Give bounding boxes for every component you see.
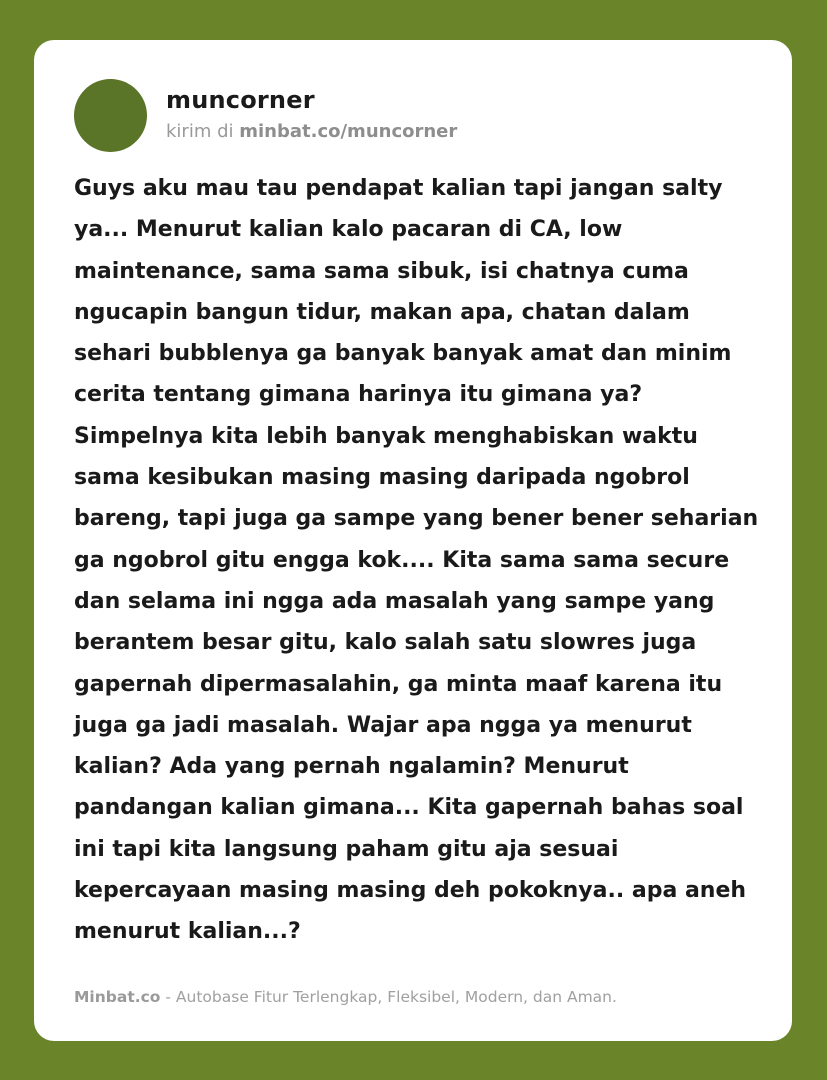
- sent-prefix: kirim di: [166, 121, 240, 142]
- avatar[interactable]: [74, 79, 147, 152]
- post-line: maintenance, sama sama sibuk, isi chatnya cuma: [74, 258, 689, 284]
- post-card: [34, 40, 792, 1041]
- sent-via-line: [166, 121, 457, 142]
- post-line: Guys aku mau tau pendapat kalian tapi jangan salty: [74, 176, 723, 201]
- footer: [74, 988, 617, 1006]
- post-line: ini tapi kita langsung paham gitu aja sesuai: [74, 836, 619, 862]
- footer-brand[interactable]: Minbat.co: [74, 988, 161, 1006]
- post-line: menurut kalian...?: [74, 919, 301, 945]
- footer-tagline: - Autobase Fitur Terlengkap, Fleksibel, Modern, dan Aman.: [160, 988, 617, 1006]
- username[interactable]: muncorner: [166, 86, 315, 114]
- post-line: sehari bubblenya ga banyak banyak amat dan minim: [74, 341, 732, 367]
- post-line: kepercayaan masing masing deh pokoknya.. apa aneh: [74, 878, 747, 904]
- post-line: juga ga jadi masalah. Wajar apa ngga ya menurut: [74, 712, 692, 738]
- post-line: ngucapin bangun tidur, makan apa, chatan dalam: [74, 299, 690, 325]
- post-line: sama kesibukan masing masing daripada ngobrol: [74, 465, 690, 491]
- post-line: bareng, tapi juga ga sampe yang bener bener seharian: [74, 506, 759, 532]
- post-line: Simpelnya kita lebih banyak menghabiskan waktu: [74, 423, 698, 449]
- post-line: ga ngobrol gitu engga kok.... Kita sama sama secure: [74, 547, 730, 573]
- post-line: cerita tentang gimana harinya itu gimana ya?: [74, 382, 643, 408]
- post-body: [74, 168, 764, 953]
- post-line: pandangan kalian gimana... Kita gapernah bahas soal: [74, 795, 744, 821]
- profile-link[interactable]: minbat.co/muncorner: [239, 121, 458, 142]
- post-line: gapernah dipermasalahin, ga minta maaf karena itu: [74, 671, 723, 697]
- post-line: berantem besar gitu, kalo salah satu slowres juga: [74, 630, 697, 656]
- post-line: dan selama ini ngga ada masalah yang sampe yang: [74, 588, 715, 614]
- post-line: kalian? Ada yang pernah ngalamin? Menurut: [74, 754, 629, 780]
- post-line: ya... Menurut kalian kalo pacaran di CA, low: [74, 217, 623, 243]
